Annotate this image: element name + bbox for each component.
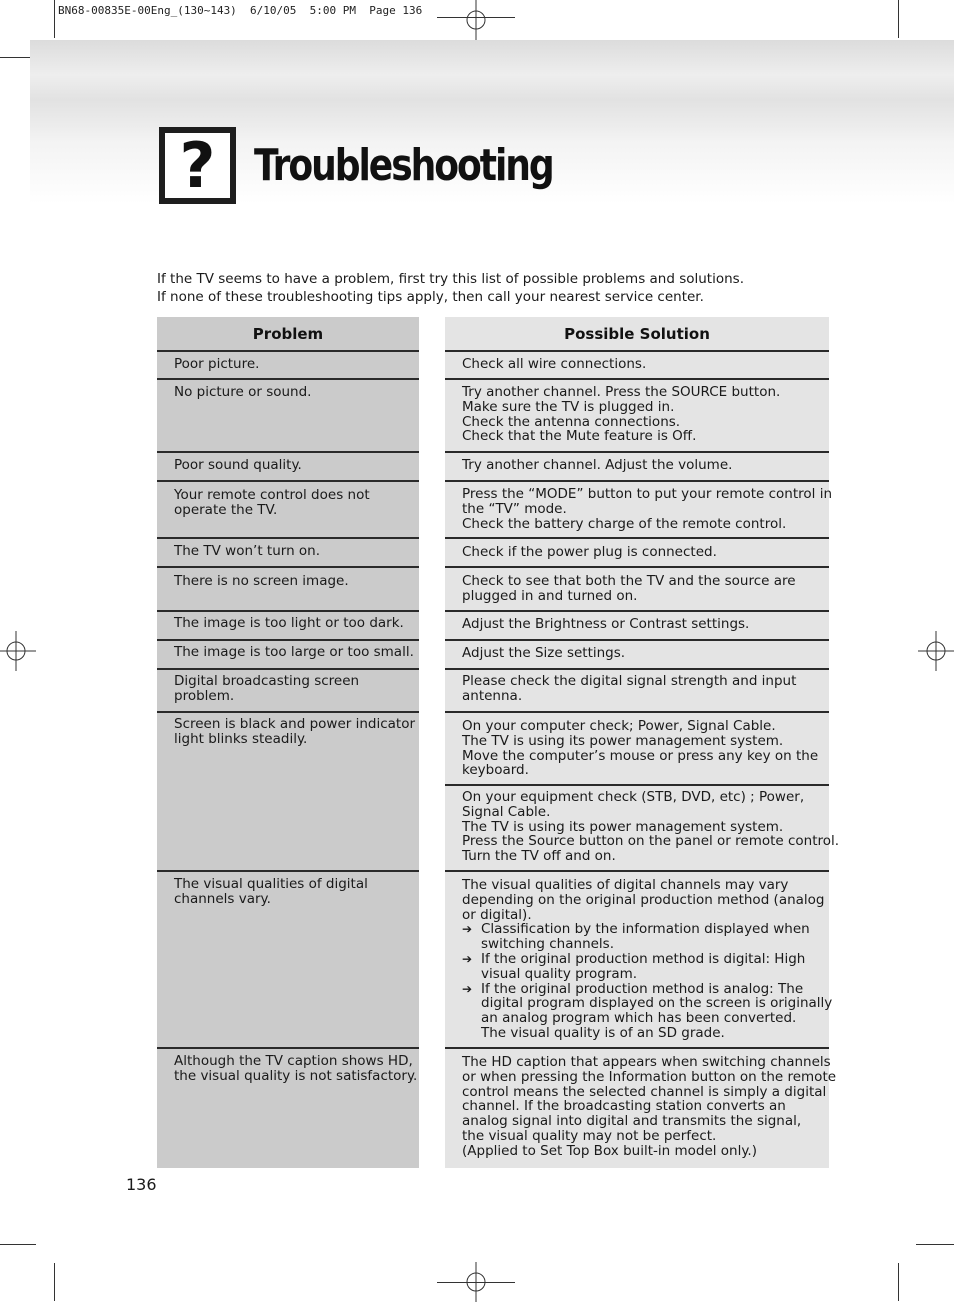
- solution-cell: [462, 574, 796, 604]
- problem-cell: [174, 674, 359, 704]
- solution-cell: [462, 357, 646, 372]
- row-divider: [157, 451, 419, 453]
- row-divider: [445, 566, 829, 568]
- solution-cell-line: Check the battery charge of the remote control.: [462, 515, 787, 532]
- solution-cell-line: depending on the original production method (analog: [462, 891, 825, 908]
- row-divider: [157, 537, 419, 539]
- solution-cell: [462, 545, 717, 560]
- row-divider: [445, 784, 829, 786]
- arrow-bullet-text: If the original production method is analog: The: [481, 980, 804, 997]
- solution-cell-line: Press the Source button on the panel or remote control.: [462, 833, 840, 850]
- problem-cell: [174, 544, 320, 559]
- row-divider: [445, 451, 829, 453]
- solution-cell: [462, 719, 818, 778]
- row-divider: [157, 350, 419, 352]
- solution-cell-line: plugged in and turned on.: [462, 587, 638, 604]
- row-divider: [445, 480, 829, 482]
- solution-cell-line: Signal Cable.: [462, 803, 551, 820]
- arrow-bullet-continuation: The visual quality is of an SD grade.: [481, 1024, 725, 1041]
- problem-cell-line: There is no screen image.: [174, 573, 349, 589]
- arrow-icon: ➔: [462, 951, 473, 966]
- solution-cell-line: or digital).: [462, 906, 532, 923]
- solution-cell: [462, 790, 839, 864]
- row-divider: [445, 378, 829, 380]
- arrow-bullet: [462, 952, 832, 967]
- crop-mark: [916, 1244, 954, 1245]
- row-divider: [157, 711, 419, 713]
- problem-cell-line: problem.: [174, 687, 235, 704]
- registration-mark-icon: [456, 0, 496, 40]
- row-divider: [157, 610, 419, 612]
- problem-cell: [174, 357, 259, 372]
- solution-cell-line: Adjust the Size settings.: [462, 645, 626, 661]
- problem-cell-line: Although the TV caption shows HD,: [174, 1053, 413, 1069]
- problem-cell-line: Poor sound quality.: [174, 457, 302, 473]
- solution-cell-line: keyboard.: [462, 762, 529, 779]
- problem-cell-line: The TV won’t turn on.: [174, 543, 321, 559]
- crop-mark: [898, 1263, 899, 1301]
- solution-cell-line: On your computer check; Power, Signal Cable.: [462, 718, 776, 734]
- print-slug: BN68-00835E-00Eng_(130~143) 6/10/05 5:00 PM Page 136: [58, 4, 423, 17]
- solution-cell-line: Adjust the Brightness or Contrast settings.: [462, 616, 750, 632]
- solution-cell-line: the “TV” mode.: [462, 500, 567, 517]
- solution-cell: [462, 385, 780, 444]
- solution-cell-line: The TV is using its power management system.: [462, 732, 784, 749]
- row-divider: [157, 566, 419, 568]
- crop-mark: [54, 0, 55, 38]
- row-divider: [445, 1047, 829, 1049]
- solution-cell-line: (Applied to Set Top Box built-in model only.): [462, 1142, 757, 1159]
- solution-cell: [462, 458, 732, 473]
- header-band: [30, 40, 954, 140]
- problem-cell: [174, 385, 311, 400]
- problem-cell-line: The visual qualities of digital: [174, 876, 368, 892]
- problem-cell-line: operate the TV.: [174, 501, 278, 518]
- solution-cell-line: Check to see that both the TV and the source are: [462, 573, 796, 589]
- row-divider: [157, 639, 419, 641]
- intro-line: If the TV seems to have a problem, first try this list of possible problems and solutions.: [157, 271, 744, 287]
- row-divider: [157, 870, 419, 872]
- solution-cell-line: Check if the power plug is connected.: [462, 544, 717, 560]
- solution-cell-line: Move the computer’s mouse or press any key on the: [462, 747, 819, 764]
- problem-cell-line: light blinks steadily.: [174, 730, 308, 747]
- solution-cell-line: or when pressing the Information button on the remote: [462, 1068, 837, 1085]
- solution-cell-line: The HD caption that appears when switching channels: [462, 1054, 831, 1070]
- problem-cell: [174, 574, 349, 589]
- registration-mark-icon: [0, 631, 40, 671]
- crop-mark: [898, 0, 899, 38]
- problem-cell-line: Your remote control does not: [174, 487, 370, 503]
- solution-cell: [462, 1055, 836, 1159]
- solution-cell-line: Try another channel. Adjust the volume.: [462, 457, 733, 473]
- row-divider: [445, 711, 829, 713]
- solution-cell-line: analog signal into digital and transmits the signal,: [462, 1113, 802, 1130]
- problem-cell-line: Screen is black and power indicator: [174, 716, 416, 732]
- problem-cell-line: Digital broadcasting screen: [174, 673, 360, 689]
- solution-cell-line: The visual qualities of digital channels may vary: [462, 877, 789, 893]
- intro-line: If none of these troubleshooting tips apply, then call your nearest service center.: [157, 289, 704, 305]
- row-divider: [445, 350, 829, 352]
- arrow-bullet-text: Classification by the information displayed when: [481, 921, 810, 938]
- page-title: Troubleshooting: [254, 140, 553, 191]
- problem-cell-line: Poor picture.: [174, 356, 260, 372]
- problem-cell: [174, 717, 415, 747]
- solution-cell-line: Please check the digital signal strength and input: [462, 673, 797, 689]
- solution-cell: [462, 878, 832, 1041]
- arrow-bullet-text: If the original production method is digital: High: [481, 950, 806, 967]
- intro-text: [157, 270, 744, 306]
- row-divider: [157, 668, 419, 670]
- solution-cell: [462, 646, 625, 661]
- row-divider: [157, 378, 419, 380]
- problem-header: Problem: [252, 325, 324, 343]
- solution-cell-line: The TV is using its power management system.: [462, 818, 784, 835]
- solution-cell-line: Check that the Mute feature is Off.: [462, 428, 697, 445]
- problem-cell: [174, 877, 368, 907]
- arrow-bullet-continuation: an analog program which has been converted.: [481, 1010, 797, 1027]
- solution-cell-line: Try another channel. Press the SOURCE button.: [462, 384, 781, 400]
- problem-cell-line: the visual quality is not satisfactory.: [174, 1067, 418, 1084]
- problem-cell-line: The image is too light or too dark.: [174, 615, 404, 631]
- arrow-bullet-continuation: visual quality program.: [481, 965, 638, 982]
- solution-cell-line: Check the antenna connections.: [462, 413, 681, 430]
- solution-cell: [462, 617, 749, 632]
- problem-cell: [174, 645, 414, 660]
- arrow-icon: ➔: [462, 922, 473, 937]
- arrow-bullet-continuation: switching channels.: [481, 936, 615, 953]
- solution-cell-line: antenna.: [462, 687, 523, 704]
- solution-cell-line: Press the “MODE” button to put your remote control in: [462, 486, 833, 502]
- problem-cell: [174, 1054, 417, 1084]
- registration-mark-icon: [456, 1262, 496, 1302]
- row-divider: [445, 668, 829, 670]
- row-divider: [157, 480, 419, 482]
- solution-cell-line: Make sure the TV is plugged in.: [462, 398, 675, 415]
- solution-cell: [462, 487, 832, 531]
- crop-mark: [0, 1244, 36, 1245]
- problem-cell: [174, 616, 404, 631]
- solution-cell: [462, 674, 796, 704]
- problem-cell-line: The image is too large or too small.: [174, 644, 414, 660]
- page-number: 136: [126, 1175, 157, 1194]
- registration-mark-icon: [914, 631, 954, 671]
- row-divider: [157, 1047, 419, 1049]
- solution-cell-line: control means the selected channel is simply a digital: [462, 1083, 827, 1100]
- arrow-icon: ➔: [462, 981, 473, 996]
- arrow-bullet: [462, 982, 832, 997]
- question-mark-glyph: ?: [179, 128, 216, 202]
- row-divider: [445, 610, 829, 612]
- solution-cell-line: channel. If the broadcasting station converts an: [462, 1098, 786, 1115]
- problem-cell: [174, 458, 302, 473]
- problem-cell: [174, 488, 370, 518]
- row-divider: [445, 537, 829, 539]
- solution-cell-line: Turn the TV off and on.: [462, 848, 616, 865]
- crop-mark: [54, 1263, 55, 1301]
- question-mark-icon: [159, 127, 236, 204]
- problem-cell-line: channels vary.: [174, 890, 271, 907]
- row-divider: [445, 870, 829, 872]
- solution-cell-line: On your equipment check (STB, DVD, etc) ; Power,: [462, 789, 805, 805]
- row-divider: [445, 639, 829, 641]
- solution-cell-line: Check all wire connections.: [462, 356, 647, 372]
- arrow-bullet-continuation: digital program displayed on the screen is originally: [481, 995, 833, 1012]
- solution-header: Possible Solution: [564, 325, 710, 343]
- solution-cell-line: the visual quality may not be perfect.: [462, 1127, 717, 1144]
- arrow-bullet: [462, 922, 832, 937]
- problem-cell-line: No picture or sound.: [174, 384, 312, 400]
